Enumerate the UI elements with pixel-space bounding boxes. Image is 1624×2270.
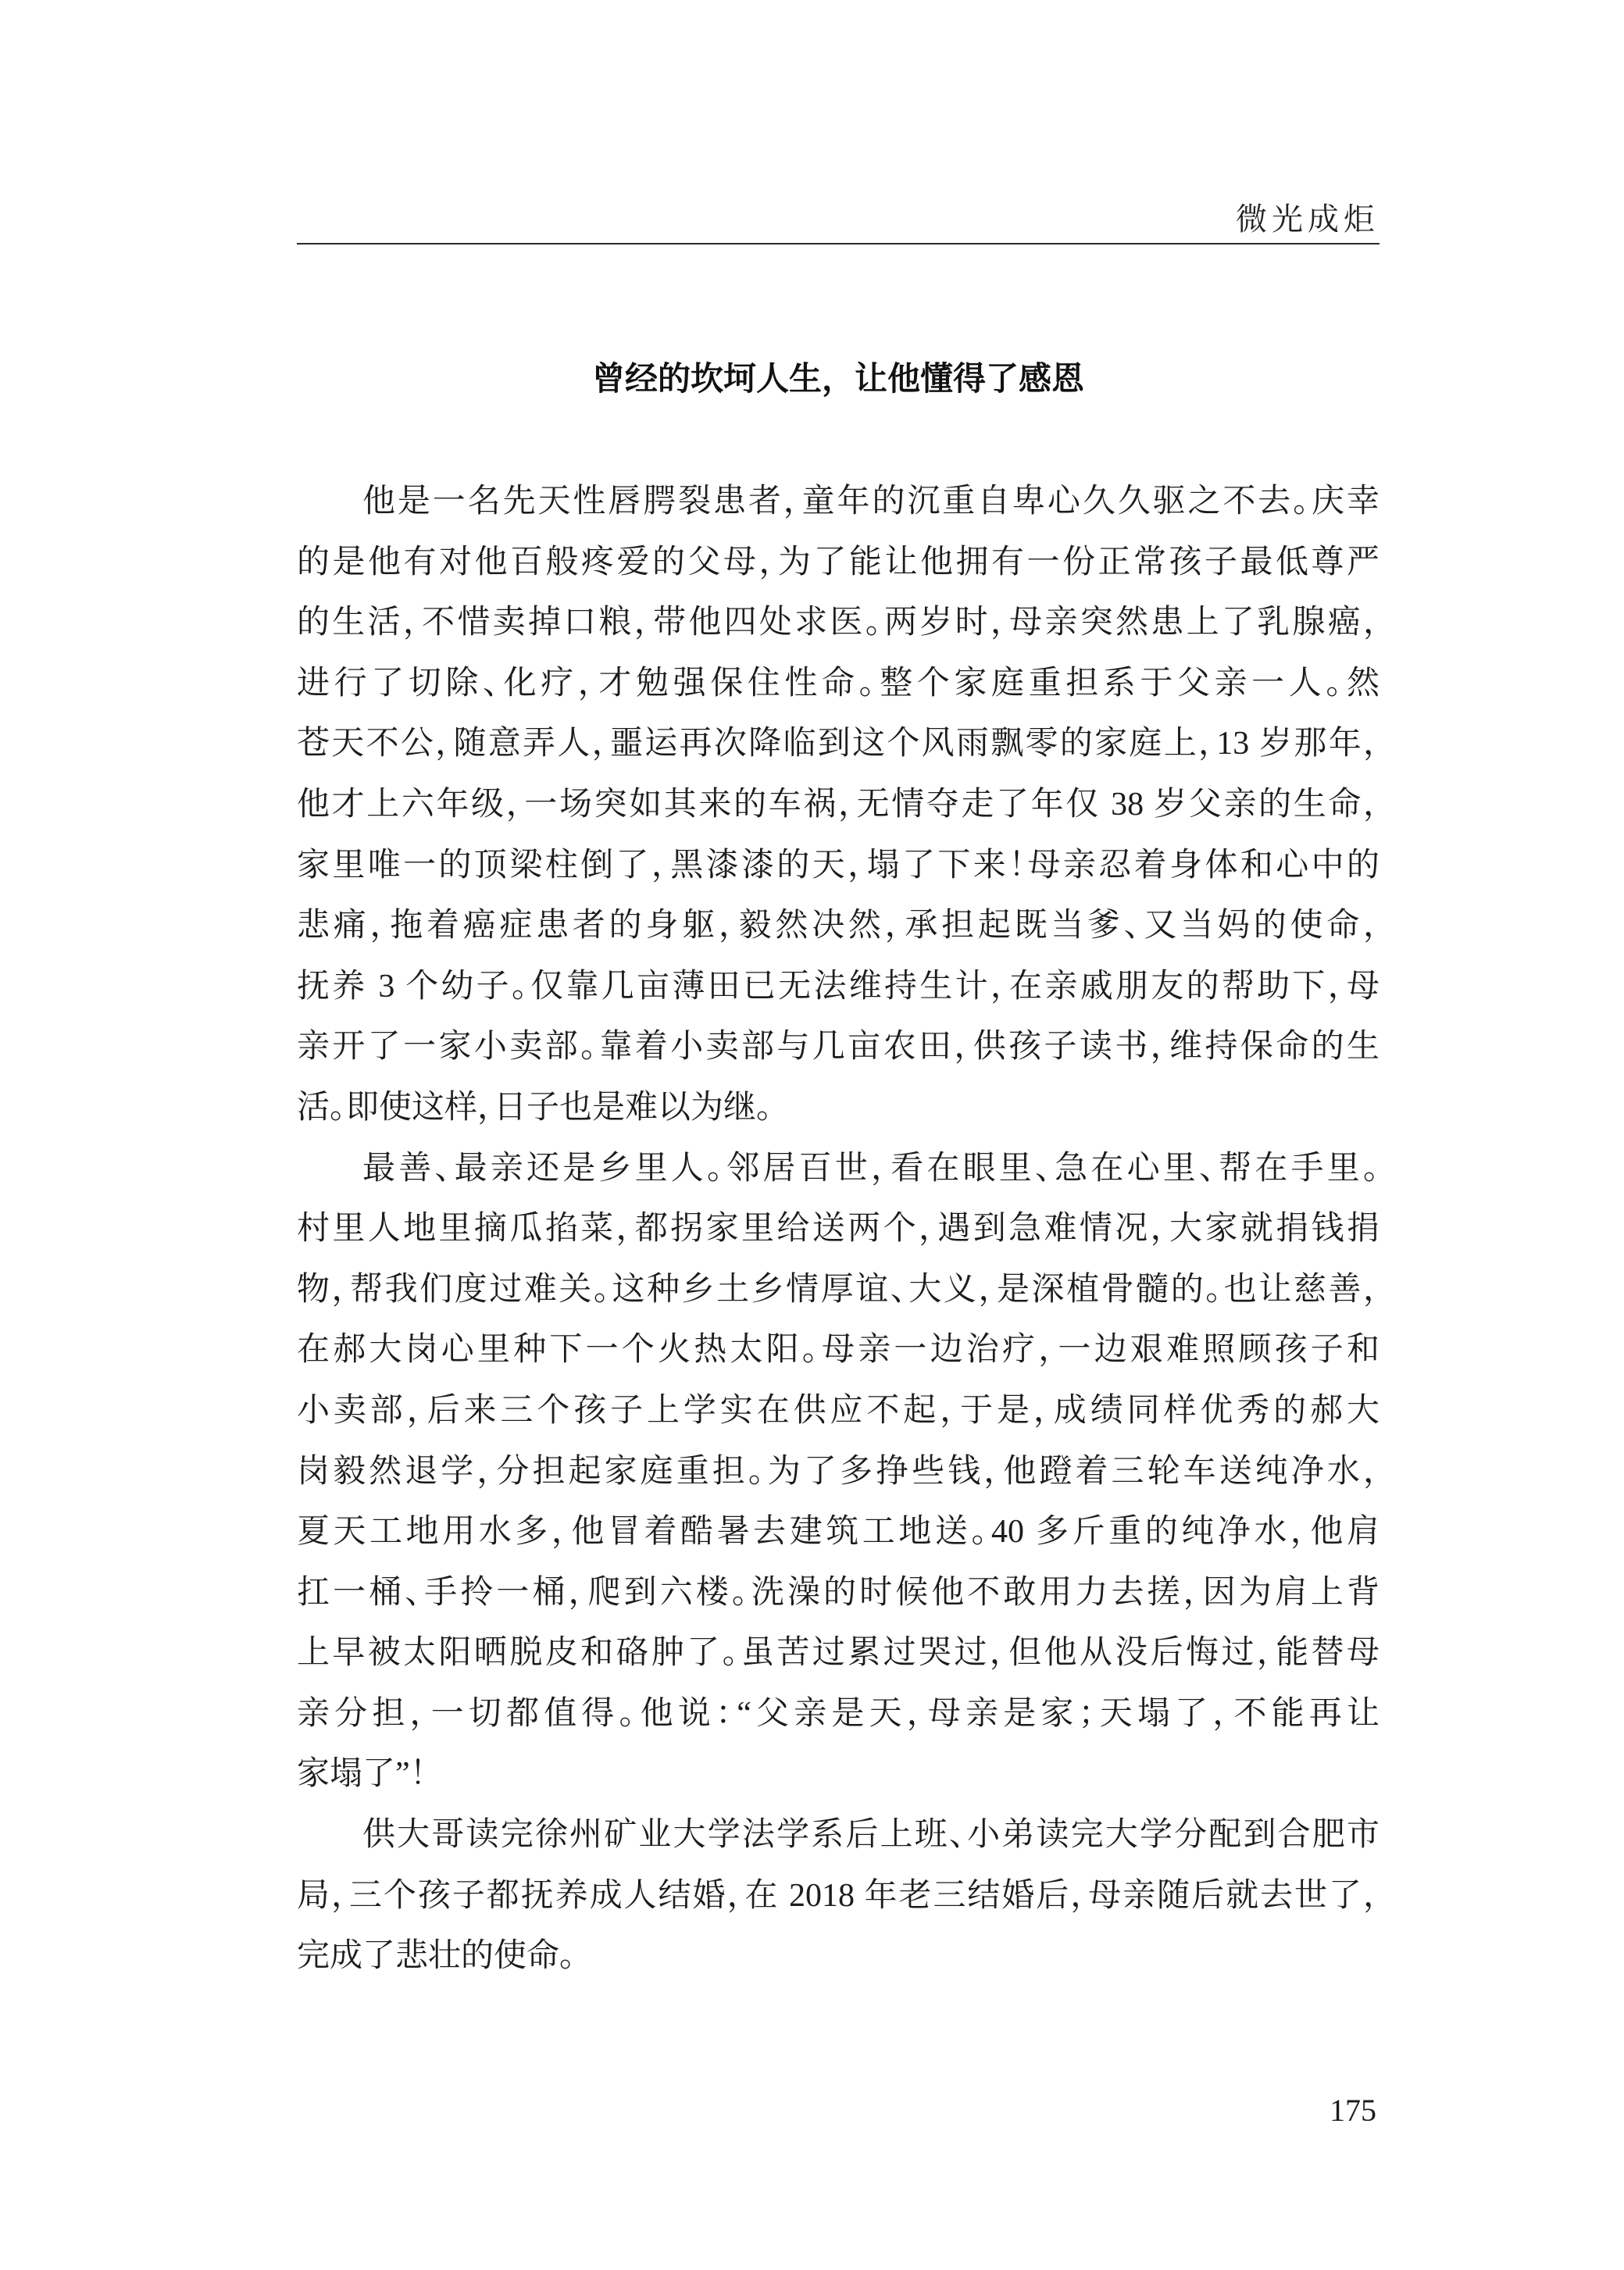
article-body	[297, 472, 1380, 1987]
body-line: 亲开了一家小卖部。靠着小卖部与几亩农田，供孩子读书，维持保命的生	[297, 1029, 1380, 1065]
body-line: 的生活，不惜卖掉口粮，带他四处求医。两岁时，母亲突然患上了乳腺癌，	[297, 605, 1380, 641]
body-line: 进行了切除、化疗，才勉强保住性命。整个家庭重担系于父亲一人。然	[297, 665, 1380, 701]
body-line: 扛一桶、手拎一桶，爬到六楼。洗澡的时候他不敢用力去搓，因为肩上背	[297, 1574, 1380, 1611]
body-line: 活。即使这样，日子也是难以为继。	[297, 1089, 773, 1126]
body-line: 悲痛，拖着癌症患者的身躯，毅然决然，承担起既当爹、又当妈的使命，	[297, 908, 1380, 944]
body-line: 抚养 3 个幼子。仅靠几亩薄田已无法维持生计，在亲戚朋友的帮助下，母	[297, 968, 1380, 1005]
paragraph	[297, 1805, 1380, 1987]
body-line: 最善、最亲还是乡里人。邻居百世，看在眼里、急在心里、帮在手里。	[362, 1150, 1380, 1187]
article-title: 曾经的坎坷人生，让他懂得了感恩	[591, 359, 1084, 398]
running-head	[297, 198, 1380, 241]
paragraph	[297, 1139, 1380, 1806]
body-line: 供大哥读完徐州矿业大学法学系后上班、小弟读完大学分配到合肥市	[362, 1817, 1380, 1854]
body-line: 家里唯一的顶梁柱倒了，黑漆漆的天，塌了下来！母亲忍着身体和心中的	[297, 847, 1380, 883]
body-line: 他才上六年级，一场突如其来的车祸，无情夺走了年仅 38 岁父亲的生命，	[297, 786, 1380, 823]
body-line: 的是他有对他百般疼爱的父母，为了能让他拥有一份正常孩子最低尊严	[297, 544, 1380, 580]
body-line: 完成了悲壮的使命。	[297, 1938, 576, 1975]
body-line: 局，三个孩子都抚养成人结婚，在 2018 年老三结婚后，母亲随后就去世了，	[297, 1877, 1380, 1914]
body-line: 他是一名先天性唇腭裂患者，童年的沉重自卑心久久驱之不去。庆幸	[362, 484, 1380, 519]
running-title: 微光成炬	[1236, 202, 1380, 237]
body-line: 夏天工地用水多，他冒着酷暑去建筑工地送。40 多斤重的纯净水，他肩	[297, 1514, 1380, 1551]
body-line: 苍天不公，随意弄人，噩运再次降临到这个风雨飘零的家庭上，13 岁那年，	[297, 726, 1380, 762]
body-line: 家塌了”！	[297, 1756, 427, 1793]
body-line: 上早被太阳晒脱皮和硌肿了。虽苦过累过哭过，但他从没后悔过，能替母	[297, 1635, 1380, 1672]
body-line: 村里人地里摘瓜掐菜，都拐家里给送两个，遇到急难情况，大家就捐钱捐	[297, 1211, 1380, 1247]
paragraph	[297, 472, 1380, 1139]
body-line: 小卖部，后来三个孩子上学实在供应不起，于是，成绩同样优秀的郝大	[297, 1392, 1380, 1429]
body-line: 在郝大岗心里种下一个火热太阳。母亲一边治疗，一边艰难照顾孩子和	[297, 1332, 1380, 1369]
body-line: 亲分担，一切都值得。他说：“父亲是天，母亲是家；天塌了，不能再让	[297, 1695, 1380, 1732]
page-number: 175	[1330, 2093, 1376, 2128]
body-line: 物，帮我们度过难关。这种乡土乡情厚谊、大义，是深植骨髓的。也让慈善，	[297, 1271, 1380, 1308]
header-rule	[297, 243, 1380, 244]
body-line: 岗毅然退学，分担起家庭重担。为了多挣些钱，他蹬着三轮车送纯净水，	[297, 1453, 1380, 1490]
